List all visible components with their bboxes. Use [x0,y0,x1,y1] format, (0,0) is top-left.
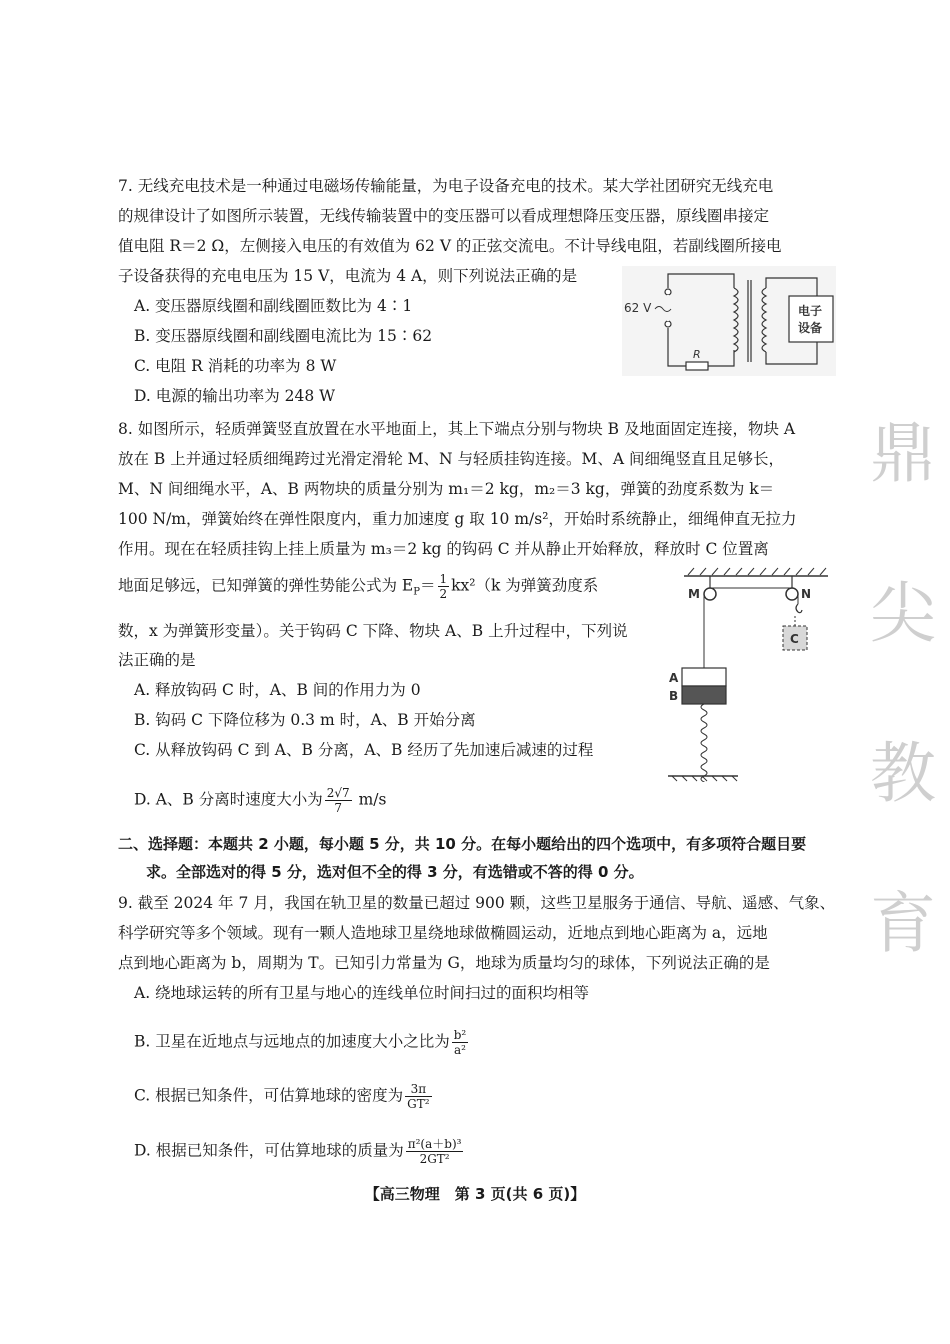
block-a [682,668,726,686]
q8-line-2: 放在 B 上并通过轻质细绳跨过光滑定滑轮 M、N 与轻质挂钩连接。M、A 间细绳竖直且足够长， [118,450,785,468]
q9-optd-fraction [406,1137,464,1166]
q9-optd-num: π²(a＋b)³ [407,1137,462,1151]
q8-line-7: 数，x 为弹簧形变量）。关于钩码 C 下降、物块 A、B 上升过程中，下列说 [118,622,628,640]
q8-line-6 [118,572,598,603]
q8-line-8: 法正确的是 [118,651,196,669]
pulley-m [704,588,716,600]
device-label-1: 电子 [798,304,823,318]
q8-line-1: 8. 如图所示，轻质弹簧竖直放置在水平地面上，其上下端点分别与物块 B 及地面固定连接，物块 A [118,420,796,438]
q8-line-5: 作用。现在在轻质挂钩上挂上质量为 m₃＝2 kg 的钩码 C 并从静止开始释放，释放时 C 位置离 [118,540,769,558]
q8-option-b: B. 钩码 C 下降位移为 0.3 m 时，A、B 开始分离 [134,711,476,729]
q8-half-num: 1 [439,572,448,586]
q9-line-2: 科学研究等多个领域。现有一颗人造地球卫星绕地球做椭圆运动，近地点到地心距离为 a，远地 [118,924,768,942]
q9-optc-num: 3π [405,1082,431,1097]
q8-line6-post: kx²（k 为弹簧劲度系 [451,576,599,595]
q9-optb-den: a² [454,1043,466,1057]
q7-circuit-figure [622,266,836,376]
q9-option-b [134,1028,470,1057]
q7-line-2: 的规律设计了如图所示装置，无线传输装置中的变压器可以看成理想降压变压器，原线圈串接定 [118,207,770,225]
q9-optb-pre: B. 卫星在近地点与远地点的加速度大小之比为 [134,1032,450,1051]
q9-optd-pre: D. 根据已知条件，可估算地球的质量为 [134,1141,404,1160]
resistor-label: R [693,348,701,361]
q8-line6-pre: 地面足够远，已知弹簧的弹性势能公式为 E [118,576,414,595]
q8-optd-fraction [325,786,352,815]
q9-optd-den: 2GT² [419,1152,450,1166]
q9-option-a: A. 绕地球运转的所有卫星与地心的连线单位时间扫过的面积均相等 [134,984,590,1002]
q7-option-d: D. 电源的输出功率为 248 W [134,387,336,405]
watermark-char-4: 育 [870,885,936,962]
page-footer: 【高三物理 第 3 页(共 6 页)】 [364,1185,586,1203]
q8-half-fraction [438,572,450,601]
label-m: M [688,587,700,601]
q8-line6-eq: ＝ [419,576,436,595]
q7-voltage-label: 62 V [624,301,652,315]
device-label-2: 设备 [798,321,823,335]
q9-optb-num: b² [453,1028,467,1042]
label-n: N [801,587,812,601]
q8-option-d [134,786,386,815]
q8-line-3: M、N 间细绳水平，A、B 两物块的质量分别为 m₁＝2 kg，m₂＝3 kg，弹簧的劲度系数为 k＝ [118,480,775,498]
q8-option-c: C. 从释放钩码 C 到 A、B 分离，A、B 经历了先加速后减速的过程 [134,741,594,759]
section2-line-1: 二、选择题：本题共 2 小题，每小题 5 分，共 10 分。在每小题给出的四个选项中，有多项符合题目要 [118,835,807,853]
watermark-char-2: 尖 [870,575,936,652]
q8-optd-pre: D. A、B 分离时速度大小为 [134,790,323,809]
q7-option-c: C. 电阻 R 消耗的功率为 8 W [134,357,337,375]
q8-optd-den: 7 [334,801,343,815]
q9-optc-fraction [405,1082,431,1111]
section2-line-2: 求。全部选对的得 5 分，选对但不全的得 3 分，有选错或不答的得 0 分。 [146,863,644,881]
q9-option-d [134,1137,465,1166]
q9-optc-pre: C. 根据已知条件，可估算地球的密度为 [134,1086,404,1105]
q8-option-a: A. 释放钩码 C 时，A、B 间的作用力为 0 [134,681,421,699]
q9-optb-fraction [452,1028,469,1057]
q7-line-3: 值电阻 R＝2 Ω，左侧接入电压的有效值为 62 V 的正弦交流电。不计导线电阻，若副线圈所接电 [118,237,782,255]
q7-line-1: 7. 无线充电技术是一种通过电磁场传输能量，为电子设备充电的技术。某大学社团研究无线充电 [118,177,774,195]
watermark-char-3: 教 [870,735,936,812]
label-a: A [669,671,679,685]
q8-pulley-figure [668,564,844,782]
resistor-symbol [686,362,708,370]
pulley-n [786,588,798,600]
q7-option-b: B. 变压器原线圈和副线圈电流比为 15∶62 [134,327,433,345]
watermark-char-1: 鼎 [870,415,936,492]
q8-half-den: 2 [439,587,448,601]
q7-option-a: A. 变压器原线圈和副线圈匝数比为 4∶1 [134,297,413,315]
hook [796,604,802,613]
q8-optd-post: m/s [358,790,387,809]
q8-optd-num: 2√7 [326,786,350,800]
q7-line-4: 子设备获得的充电电压为 15 V，电流为 4 A，则下列说法正确的是 [118,267,578,285]
q8-line-4: 100 N/m，弹簧始终在弹性限度内，重力加速度 g 取 10 m/s²，开始时系统静止，细绳伸直无拉力 [118,510,797,528]
block-b [682,686,726,704]
label-b: B [669,689,679,703]
q9-option-c [134,1082,434,1111]
spring [701,704,707,782]
label-c: C [790,632,799,646]
device-box [789,296,833,342]
q8-line6-sub: P [413,586,420,598]
q9-line-1: 9. 截至 2024 年 7 月，我国在轨卫星的数量已超过 900 颗，这些卫星服务于通信、导航、遥感、气象、 [118,894,836,912]
q9-line-3: 点到地心距离为 b，周期为 T。已知引力常量为 G，地球为质量均匀的球体，下列说法正确的是 [118,954,770,972]
q9-optc-den: GT² [407,1097,430,1111]
